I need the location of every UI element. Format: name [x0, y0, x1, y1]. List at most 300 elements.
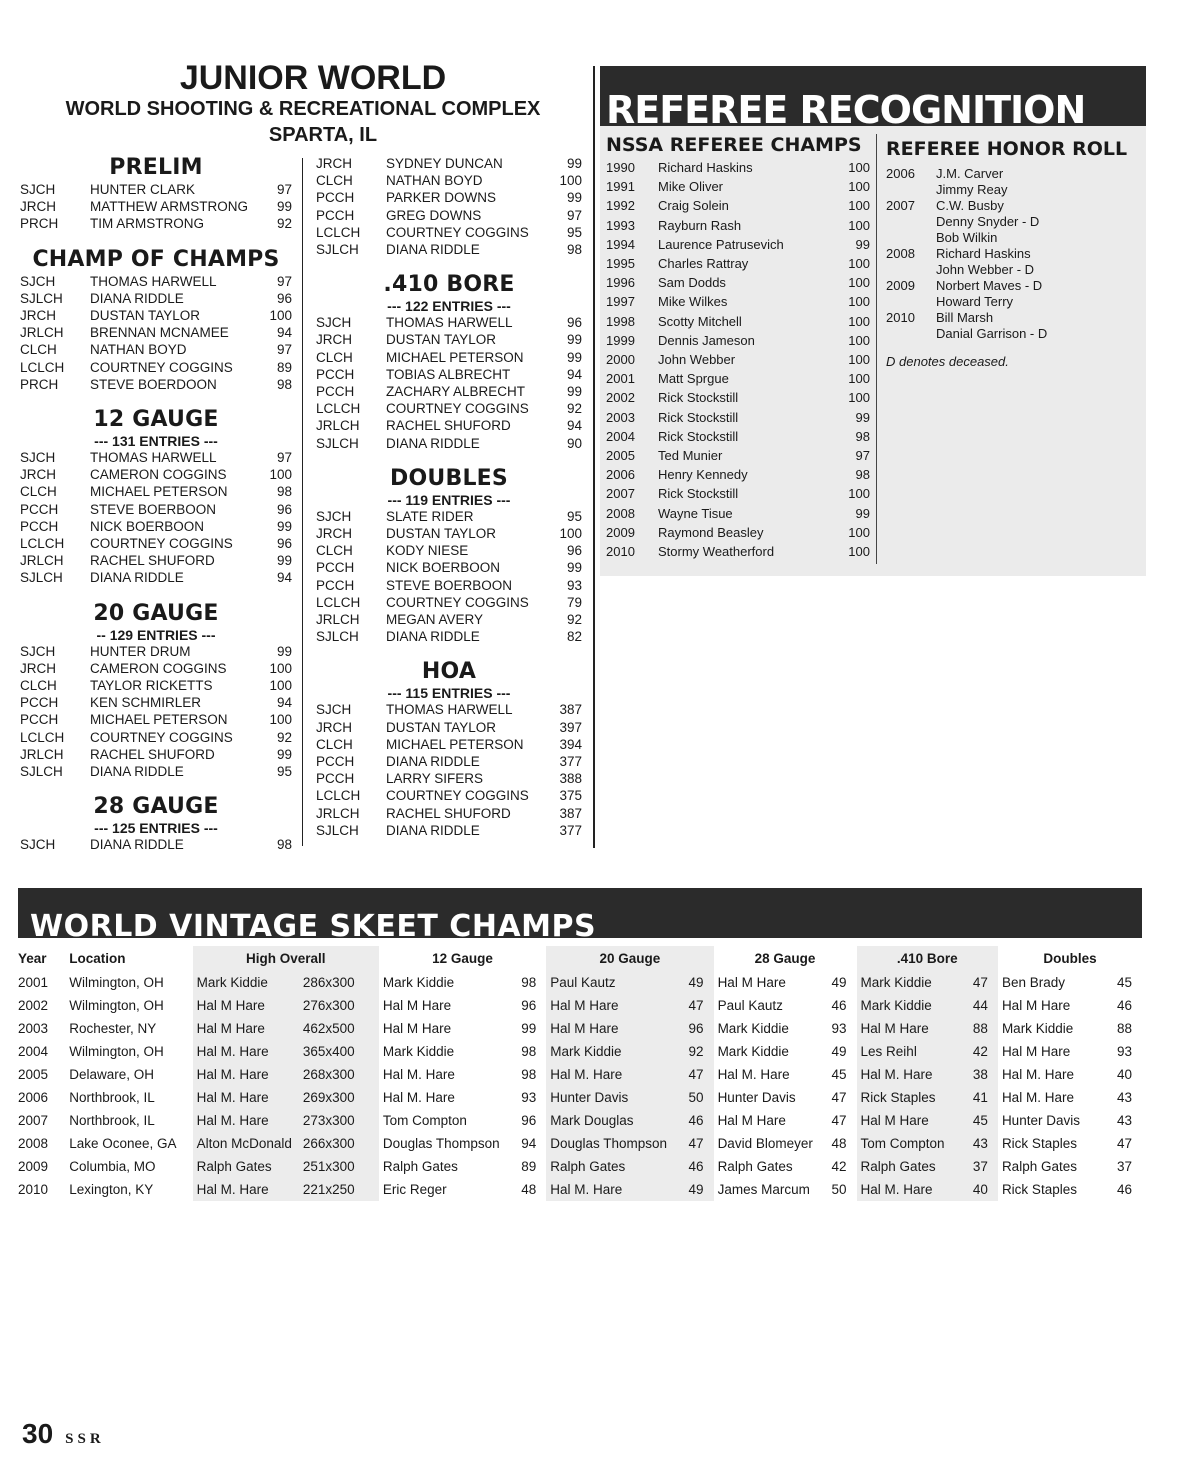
class-code: PRCH	[20, 216, 59, 232]
result-row	[316, 611, 582, 628]
result-row	[316, 736, 582, 753]
28-gauge-score: 47	[831, 1113, 847, 1128]
champ-year: 2006	[606, 467, 635, 483]
score: 96	[276, 536, 292, 552]
20-gauge-score: 46	[667, 1109, 714, 1132]
champ-name: John Webber	[658, 352, 736, 368]
12-gauge-name: Hal M. Hare	[382, 1067, 455, 1082]
result-row	[20, 324, 292, 341]
score: 97	[566, 207, 582, 223]
score: 388	[559, 771, 582, 787]
shooter-name: MICHAEL PETERSON	[386, 736, 524, 752]
class-code: PCCH	[316, 560, 355, 576]
score: 96	[276, 290, 292, 306]
result-row	[20, 341, 292, 358]
shooter-name: DIANA RIDDLE	[386, 242, 480, 258]
doubles-name: Hal M Hare	[1001, 1044, 1071, 1059]
section-entries: --- 131 ENTRIES ---	[94, 433, 218, 450]
honor-row	[886, 294, 1142, 310]
doubles-score: 46	[1116, 998, 1132, 1013]
section-title: 12 GAUGE	[93, 407, 219, 433]
shooter-name: DUSTAN TAYLOR	[90, 308, 201, 324]
20-gauge-name: Mark Douglas	[546, 1109, 667, 1132]
12-gauge-name: Eric Reger	[382, 1182, 447, 1197]
score: 387	[559, 702, 582, 718]
result-row	[20, 694, 292, 711]
shooter-name: THOMAS HARWELL	[386, 702, 513, 718]
referee-champ-row	[606, 273, 870, 292]
referee-champ-row	[606, 196, 870, 215]
shooter-name: TIM ARMSTRONG	[90, 216, 204, 232]
class-code: SJLCH	[316, 435, 359, 451]
honor-name: Bill Marsh	[936, 310, 994, 325]
28-gauge-score: 49	[831, 1044, 847, 1059]
high-overall-name: Hal M. Hare	[193, 1178, 303, 1201]
shooter-name: RACHEL SHUFORD	[386, 418, 511, 434]
class-code: PCCH	[20, 501, 59, 517]
doubles-name: Hunter Davis	[1001, 1113, 1080, 1128]
result-row	[20, 483, 292, 500]
location: Northbrook, IL	[69, 1090, 155, 1105]
referee-champ-row	[606, 331, 870, 350]
section-title: 28 GAUGE	[93, 794, 219, 820]
shooter-name: DIANA RIDDLE	[386, 822, 480, 838]
referee-champ-row	[606, 177, 870, 196]
doubles-score: 45	[1116, 975, 1132, 990]
doubles-name: Ralph Gates	[1001, 1159, 1077, 1174]
vintage-row	[18, 1086, 1142, 1109]
champ-year: 2001	[606, 371, 635, 387]
score: 100	[269, 712, 292, 728]
honor-name: Norbert Maves - D	[936, 278, 1043, 293]
results-section	[316, 155, 582, 258]
referee-banner-title: REFEREE RECOGNITION	[606, 88, 1086, 126]
class-code: JRCH	[20, 660, 56, 676]
section-title: .410 BORE	[383, 272, 515, 298]
shooter-name: CAMERON COGGINS	[90, 467, 227, 483]
score: 96	[276, 501, 292, 517]
champ-score: 97	[855, 448, 870, 464]
score: 377	[559, 822, 582, 838]
vintage-row	[18, 1063, 1142, 1086]
result-row	[316, 508, 582, 525]
20-gauge-score: 96	[667, 1017, 714, 1040]
score: 96	[566, 543, 582, 559]
column-divider	[302, 158, 303, 846]
result-row	[20, 729, 292, 746]
shooter-name: MATTHEW ARMSTRONG	[90, 199, 248, 215]
28-gauge-name: Hal M Hare	[717, 975, 786, 990]
shooter-name: STEVE BOERBOON	[90, 501, 217, 517]
champ-score: 100	[848, 544, 870, 560]
referee-champ-row	[606, 388, 870, 407]
12-gauge-score: 98	[521, 975, 537, 990]
section-entries: --- 122 ENTRIES ---	[387, 298, 511, 315]
12-gauge-score: 99	[521, 1021, 537, 1036]
12-gauge-score: 96	[521, 1113, 537, 1128]
champ-name: Rayburn Rash	[658, 217, 742, 233]
honor-name: Denny Snyder - D	[936, 214, 1040, 229]
410-bore-score: 88	[963, 1017, 997, 1040]
class-code: JRLCH	[20, 325, 64, 341]
shooter-name: KEN SCHMIRLER	[90, 695, 202, 711]
20-gauge-name: Hal M. Hare	[546, 1063, 667, 1086]
doubles-score: 46	[1116, 1182, 1132, 1197]
score: 397	[559, 719, 582, 735]
result-row	[316, 207, 582, 224]
score: 99	[566, 332, 582, 348]
champ-year: 2000	[606, 352, 635, 368]
high-overall-score: 251x300	[303, 1155, 379, 1178]
section-title: HOA	[421, 659, 477, 685]
referee-champ-row	[606, 484, 870, 503]
champ-name: Charles Rattray	[658, 256, 749, 272]
28-gauge-name: Hal M Hare	[717, 1113, 786, 1128]
class-code: PCCH	[316, 207, 355, 223]
high-overall-name: Hal M Hare	[193, 994, 303, 1017]
vintage-banner	[18, 888, 1142, 938]
28-gauge-name: David Blomeyer	[717, 1136, 813, 1151]
high-overall-score: 365x400	[303, 1040, 379, 1063]
col-year: Year	[18, 951, 47, 966]
champ-name: Stormy Weatherford	[658, 544, 775, 560]
doubles-name: Hal M Hare	[1001, 998, 1071, 1013]
champ-score: 100	[848, 486, 870, 502]
vintage-row	[18, 1178, 1142, 1201]
class-code: JRLCH	[20, 553, 64, 569]
high-overall-score: 462x500	[303, 1017, 379, 1040]
shooter-name: SLATE RIDER	[386, 508, 474, 524]
referee-champ-row	[606, 254, 870, 273]
location: Rochester, NY	[69, 1021, 157, 1036]
junior-world-venue: WORLD SHOOTING & RECREATIONAL COMPLEX	[65, 98, 541, 120]
high-overall-name: Hal M Hare	[193, 1017, 303, 1040]
score: 94	[276, 695, 292, 711]
shooter-name: DIANA RIDDLE	[90, 570, 184, 586]
class-code: PRCH	[20, 376, 59, 392]
champ-score: 100	[848, 390, 870, 406]
honor-row	[886, 166, 1142, 182]
section-title: PRELIM	[109, 155, 203, 180]
doubles-name: Hal M. Hare	[1001, 1090, 1074, 1105]
champ-score: 99	[855, 236, 870, 252]
year: 2007	[18, 1113, 49, 1128]
410-bore-score: 37	[963, 1155, 997, 1178]
result-row	[20, 307, 292, 324]
score: 99	[566, 156, 582, 171]
12-gauge-score: 48	[521, 1182, 537, 1197]
honor-row	[886, 326, 1142, 342]
shooter-name: COURTNEY COGGINS	[90, 536, 233, 552]
score: 90	[566, 435, 582, 451]
class-code: CLCH	[20, 342, 57, 358]
result-row	[20, 643, 292, 660]
class-code: LCLCH	[316, 401, 361, 417]
referee-champ-row	[606, 158, 870, 177]
champ-score: 100	[848, 275, 870, 291]
honor-year	[886, 182, 936, 198]
12-gauge-name: Mark Kiddie	[382, 975, 455, 990]
410-bore-score: 42	[963, 1040, 997, 1063]
class-code: LCLCH	[316, 224, 361, 240]
410-bore-name: Hal M. Hare	[857, 1178, 964, 1201]
results-section	[316, 272, 582, 452]
score: 99	[276, 643, 292, 659]
score: 100	[269, 660, 292, 676]
shooter-name: MICHAEL PETERSON	[90, 712, 228, 728]
champ-name: Sam Dodds	[658, 275, 726, 291]
result-row	[316, 224, 582, 241]
referee-champ-row	[606, 542, 870, 561]
shooter-name: COURTNEY COGGINS	[386, 594, 529, 610]
12-gauge-name: Ralph Gates	[382, 1159, 458, 1174]
magazine-name: SSR	[65, 1431, 105, 1447]
score: 89	[276, 359, 292, 375]
28-gauge-score: 50	[831, 1182, 847, 1197]
20-gauge-score: 47	[667, 994, 714, 1017]
shooter-name: NICK BOERBOON	[90, 518, 205, 534]
result-row	[20, 763, 292, 780]
referee-champs-list	[606, 158, 870, 561]
result-row	[316, 241, 582, 258]
referee-champ-row	[606, 427, 870, 446]
28-gauge-score: 45	[831, 1067, 847, 1082]
section-title: CHAMP OF CHAMPS	[32, 246, 280, 272]
champ-name: Dennis Jameson	[658, 332, 755, 348]
referee-champ-row	[606, 312, 870, 331]
score: 99	[566, 560, 582, 576]
20-gauge-name: Paul Kautz	[546, 971, 667, 994]
honor-row	[886, 182, 1142, 198]
result-row	[20, 552, 292, 569]
vintage-header-row	[18, 946, 1142, 971]
shooter-name: BRENNAN MCNAMEE	[90, 325, 229, 341]
class-code: JRCH	[316, 156, 352, 171]
honor-group	[886, 310, 1142, 342]
class-code: SJCH	[20, 643, 56, 659]
honor-year: 2008	[886, 246, 915, 261]
shooter-name: RACHEL SHUFORD	[90, 746, 215, 762]
class-code: SJCH	[20, 273, 56, 289]
doubles-name: Ben Brady	[1001, 975, 1065, 990]
results-section	[316, 659, 582, 839]
champ-score: 100	[848, 198, 870, 214]
shooter-name: THOMAS HARWELL	[90, 450, 217, 466]
score: 99	[276, 553, 292, 569]
410-bore-score: 43	[963, 1132, 997, 1155]
high-overall-score: 266x300	[303, 1132, 379, 1155]
class-code: PCCH	[20, 518, 59, 534]
shooter-name: STEVE BOERDOON	[90, 376, 217, 392]
result-row	[316, 753, 582, 770]
28-gauge-score: 46	[831, 998, 847, 1013]
champ-year: 1995	[606, 256, 635, 272]
vintage-row	[18, 994, 1142, 1017]
410-bore-score: 47	[963, 971, 997, 994]
410-bore-name: Tom Compton	[857, 1132, 964, 1155]
result-row	[316, 628, 582, 645]
result-row	[20, 359, 292, 376]
high-overall-name: Hal M. Hare	[193, 1086, 303, 1109]
honor-year	[886, 214, 936, 230]
doubles-score: 47	[1116, 1136, 1132, 1151]
doubles-name: Rick Staples	[1001, 1182, 1077, 1197]
score: 97	[276, 273, 292, 289]
20-gauge-name: Hal M. Hare	[546, 1178, 667, 1201]
class-code: CLCH	[20, 484, 57, 500]
score: 98	[566, 242, 582, 258]
20-gauge-score: 46	[667, 1155, 714, 1178]
410-bore-score: 45	[963, 1109, 997, 1132]
shooter-name: NATHAN BOYD	[386, 173, 483, 189]
junior-world-title: JUNIOR WORLD	[179, 59, 447, 97]
class-code: PCCH	[316, 190, 355, 206]
shooter-name: LARRY SIFERS	[386, 771, 484, 787]
junior-results-column-right	[316, 155, 582, 853]
20-gauge-name: Mark Kiddie	[546, 1040, 667, 1063]
champ-year: 1997	[606, 294, 635, 310]
champ-year: 2003	[606, 409, 635, 425]
section-divider	[593, 66, 595, 848]
shooter-name: THOMAS HARWELL	[386, 315, 513, 331]
champ-score: 100	[848, 179, 870, 195]
410-bore-name: Mark Kiddie	[857, 994, 964, 1017]
28-gauge-score: 47	[831, 1090, 847, 1105]
honor-name: John Webber - D	[936, 262, 1035, 277]
class-code: PCCH	[20, 712, 59, 728]
shooter-name: STEVE BOERBOON	[386, 577, 513, 593]
28-gauge-score: 49	[831, 975, 847, 990]
honor-row	[886, 262, 1142, 278]
20-gauge-score: 49	[667, 1178, 714, 1201]
col-high-overall: High Overall	[193, 946, 379, 971]
score: 100	[269, 678, 292, 694]
high-overall-name: Ralph Gates	[193, 1155, 303, 1178]
champ-score: 100	[848, 313, 870, 329]
score: 99	[276, 746, 292, 762]
referee-champ-row	[606, 504, 870, 523]
result-row	[316, 787, 582, 804]
referee-champ-row	[606, 235, 870, 254]
result-row	[20, 181, 292, 198]
champ-score: 100	[848, 332, 870, 348]
shooter-name: KODY NIESE	[386, 543, 469, 559]
champ-name: Wayne Tisue	[658, 505, 733, 521]
410-bore-score: 40	[963, 1178, 997, 1201]
results-section	[316, 466, 582, 646]
year: 2002	[18, 998, 49, 1013]
champ-name: Mike Oliver	[658, 179, 724, 195]
20-gauge-name: Hal M Hare	[546, 994, 667, 1017]
result-row	[316, 314, 582, 331]
result-row	[316, 417, 582, 434]
champ-name: Laurence Patrusevich	[658, 236, 784, 252]
score: 94	[566, 418, 582, 434]
shooter-name: DUSTAN TAYLOR	[386, 719, 497, 735]
result-row	[316, 349, 582, 366]
12-gauge-score: 98	[521, 1044, 537, 1059]
result-row	[316, 594, 582, 611]
score: 94	[276, 325, 292, 341]
class-code: PCCH	[20, 695, 59, 711]
deceased-note: D denotes deceased.	[886, 354, 1009, 369]
class-code: JRCH	[316, 719, 352, 735]
referee-champ-row	[606, 465, 870, 484]
champ-score: 100	[848, 371, 870, 387]
shooter-name: DIANA RIDDLE	[386, 435, 480, 451]
score: 100	[559, 526, 582, 542]
score: 377	[559, 754, 582, 770]
section-title: 20 GAUGE	[93, 600, 219, 626]
vintage-row	[18, 1132, 1142, 1155]
score: 375	[559, 788, 582, 804]
results-section	[20, 601, 292, 781]
honor-name: Jimmy Reay	[936, 182, 1008, 197]
referee-divider	[876, 134, 877, 564]
vintage-row	[18, 1017, 1142, 1040]
doubles-name: Rick Staples	[1001, 1136, 1077, 1151]
class-code: JRCH	[20, 199, 56, 215]
honor-name: J.M. Carver	[936, 166, 1004, 181]
score: 394	[559, 736, 582, 752]
28-gauge-name: Mark Kiddie	[717, 1044, 789, 1059]
shooter-name: ZACHARY ALBRECHT	[386, 384, 526, 400]
doubles-score: 43	[1116, 1090, 1132, 1105]
champ-year: 2002	[606, 390, 635, 406]
location: Wilmington, OH	[69, 998, 164, 1013]
champ-year: 1996	[606, 275, 635, 291]
12-gauge-name: Hal M Hare	[382, 998, 452, 1013]
result-row	[316, 331, 582, 348]
28-gauge-name: Mark Kiddie	[717, 1021, 789, 1036]
shooter-name: COURTNEY COGGINS	[386, 224, 529, 240]
high-overall-score: 273x300	[303, 1109, 379, 1132]
12-gauge-name: Hal M. Hare	[382, 1090, 455, 1105]
honor-name: Danial Garrison - D	[936, 326, 1048, 341]
shooter-name: HUNTER CLARK	[90, 182, 196, 197]
honor-year	[886, 326, 936, 342]
score: 387	[559, 805, 582, 821]
28-gauge-name: Ralph Gates	[717, 1159, 793, 1174]
champ-name: Rick Stockstill	[658, 428, 739, 444]
champ-score: 100	[848, 160, 870, 175]
vintage-row	[18, 1109, 1142, 1132]
12-gauge-name: Tom Compton	[382, 1113, 467, 1128]
score: 100	[559, 173, 582, 189]
class-code: PCCH	[316, 366, 355, 382]
result-row	[316, 366, 582, 383]
class-code: CLCH	[316, 173, 353, 189]
vintage-banner-title: WORLD VINTAGE SKEET CHAMPS	[30, 909, 597, 938]
result-row	[20, 273, 292, 290]
class-code: JRCH	[316, 332, 352, 348]
result-row	[20, 290, 292, 307]
vintage-table	[18, 946, 1142, 1201]
location: Lexington, KY	[69, 1182, 154, 1197]
result-row	[316, 770, 582, 787]
honor-year	[886, 294, 936, 310]
referee-champ-row	[606, 446, 870, 465]
shooter-name: DIANA RIDDLE	[90, 290, 184, 306]
410-bore-name: Hal M. Hare	[857, 1063, 964, 1086]
vintage-row	[18, 1040, 1142, 1063]
champ-year: 1992	[606, 198, 635, 214]
result-row	[20, 535, 292, 552]
champ-year: 2009	[606, 524, 635, 540]
result-row	[316, 400, 582, 417]
shooter-name: DIANA RIDDLE	[90, 764, 184, 780]
410-bore-score: 41	[963, 1086, 997, 1109]
